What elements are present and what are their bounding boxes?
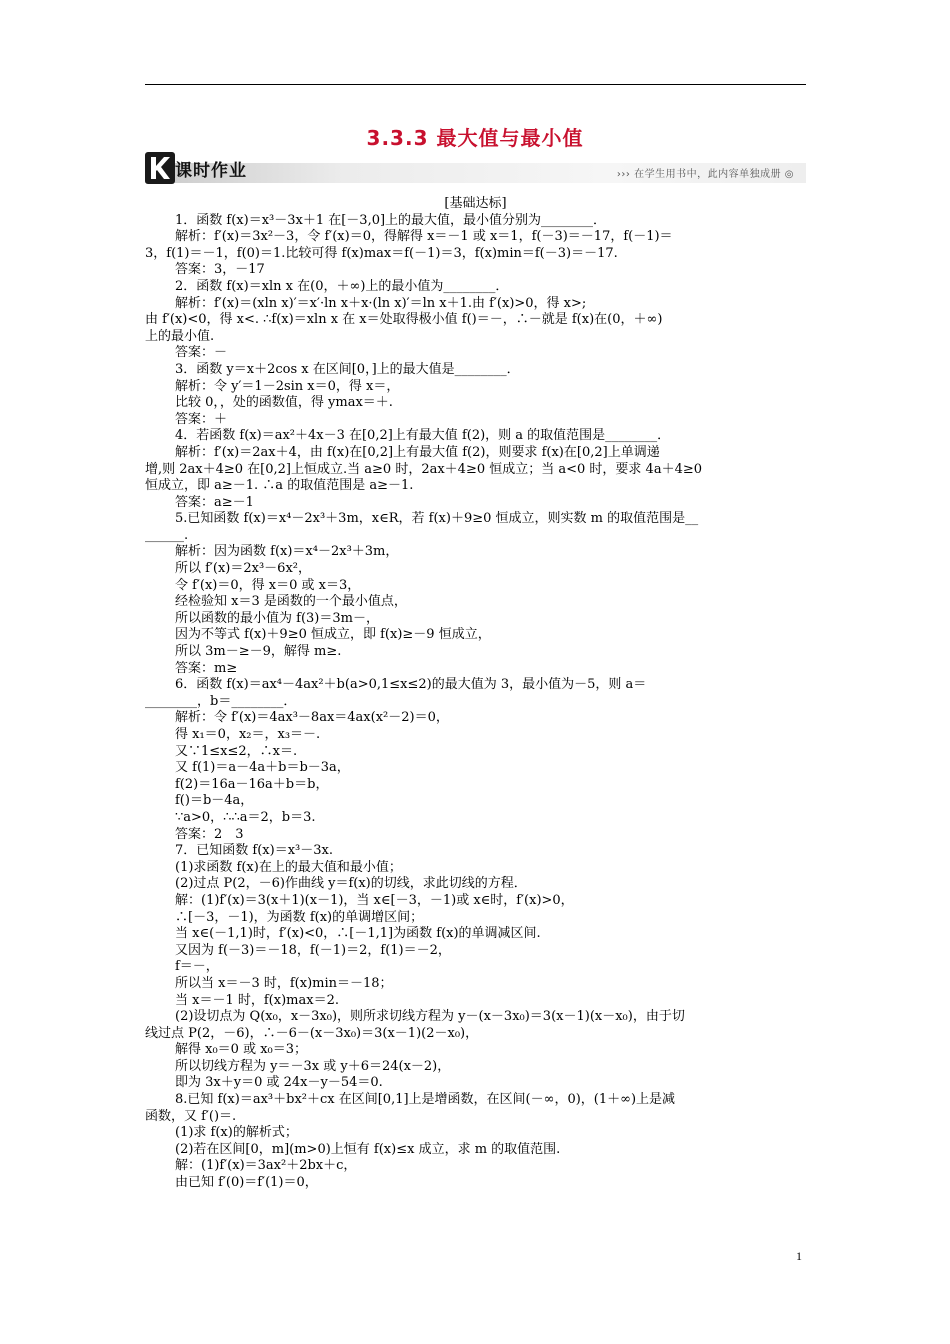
top-rule — [145, 84, 806, 85]
text-line: 因为不等式 f(x)＋9≥0 恒成立，即 f(x)≥－9 恒成立， — [175, 627, 491, 643]
text-line: 4．若函数 f(x)＝ax²＋4x－3 在[0,2]上有最大值 f(2)，则 a 的取值范围是________． — [175, 428, 671, 444]
text-line: 比较 0，，处的函数值，得 ymax＝＋. — [175, 395, 393, 411]
text-line: 解析：因为函数 f(x)＝x⁴－2x³＋3m， — [175, 544, 399, 560]
text-line: 又因为 f(－3)＝－18，f(－1)＝2，f(1)＝－2， — [175, 942, 451, 958]
text-line: 8.已知 f(x)＝ax³＋bx²＋cx 在区间[0,1]上是增函数，在区间(－∞，0)，(1＋∞)上是减 — [175, 1092, 676, 1108]
text-line: 7．已知函数 f(x)＝x³－3x. — [175, 843, 333, 859]
text-line: 解：(1)f′(x)＝3ax²＋2bx＋c， — [175, 1158, 357, 1174]
text-line: 答案：m≥ — [175, 660, 238, 676]
text-line: 答案：3，－17 — [175, 262, 265, 278]
text-line: 由已知 f′(0)＝f′(1)＝0， — [175, 1175, 318, 1191]
text-line: 线过点 P(2，－6)，∴－6－(x－3x₀)＝3(x－1)(2－x₀)， — [145, 1025, 479, 1041]
text-line: (2)若在区间[0，m](m>0)上恒有 f(x)≤x 成立，求 m 的取值范围. — [175, 1141, 561, 1157]
k-logo-icon — [145, 152, 175, 184]
text-line: 3．函数 y＝x＋2cos x 在区间[0，]上的最大值是________． — [175, 361, 520, 377]
text-line: 上的最小值. — [145, 328, 215, 344]
text-line: (1)求函数 f(x)在上的最大值和最小值； — [175, 859, 402, 875]
text-line: ______. — [145, 527, 189, 543]
text-line: 2．函数 f(x)＝xln x 在(0，＋∞)上的最小值为________． — [175, 278, 509, 294]
text-line: ∵a>0，∴∴a＝2，b＝3. — [175, 809, 316, 825]
text-line: (1)求 f(x)的解析式； — [175, 1125, 298, 1141]
text-line: 经检验知 x＝3 是函数的一个最小值点， — [175, 594, 407, 610]
text-line: 当 x＝－1 时，f(x)max＝2. — [175, 992, 339, 1008]
text-line: (2)过点 P(2，－6)作曲线 y＝f(x)的切线，求此切线的方程． — [175, 876, 527, 892]
text-line: ________，b＝________． — [145, 693, 297, 709]
text-line: 函数，又 f′()＝. — [145, 1108, 237, 1124]
text-line: 又∵1≤x≤2，∴x＝. — [175, 743, 298, 759]
text-line: 所以 3m－≥－9，解得 m≥. — [175, 644, 342, 660]
text-line: 得 x₁＝0，x₂＝，x₃＝－. — [175, 727, 321, 742]
text-line: 恒成立，即 a≥－1. ∴a 的取值范围是 a≥－1. — [145, 478, 414, 494]
text-line: 解析：令 f′(x)＝4ax³－8ax＝4ax(x²－2)＝0， — [175, 710, 449, 726]
text-line: 所以 f′(x)＝2x³－6x²， — [175, 561, 311, 577]
section-banner — [145, 152, 806, 188]
text-line: 所以函数的最小值为 f(3)＝3m－， — [175, 610, 379, 626]
text-line: 答案：a≥－1 — [175, 494, 254, 510]
text-line: f＝－， — [175, 959, 219, 975]
text-line: 所以当 x＝－3 时，f(x)min＝－18； — [175, 975, 393, 991]
exercise-content — [145, 196, 806, 1192]
text-line: 解析：f′(x)＝(xln x)′＝x′·ln x＋x·(ln x)′＝ln x＋1.由 f′(x)>0，得 x>; — [175, 295, 587, 311]
text-line: ∴[－3，－1)，为函数 f(x)的单调增区间； — [175, 909, 424, 925]
text-line: 5.已知函数 f(x)＝x⁴－2x³＋3m，x∈R，若 f(x)＋9≥0 恒成立，则实数 m 的取值范围是__ — [175, 511, 699, 527]
banner-note: ››› 在学生用书中，此内容单独成册 ◎ — [616, 169, 794, 180]
text-line: 3，f(1)＝－1，f(0)＝1.比较可得 f(x)max＝f(－1)＝3，f(x)min＝f(－3)＝－17. — [145, 245, 618, 261]
page-number: 1 — [796, 1249, 802, 1263]
text-line: f()＝b－4a， — [175, 793, 254, 809]
text-line: 又 f(1)＝a－4a＋b＝b－3a， — [175, 760, 350, 776]
page-title: 3.3.3 最大值与最小值 — [366, 126, 584, 150]
text-line: f(2)＝16a－16a＋b＝b， — [175, 776, 329, 792]
text-line: 6．函数 f(x)＝ax⁴－4ax²＋b(a>0,1≤x≤2)的最大值为 3，最小值为－5，则 a＝ — [175, 677, 647, 693]
text-line: 解析：f′(x)＝2ax＋4，由 f(x)在[0,2]上有最大值 f(2)，则要求 f(x)在[0,2]上单调递 — [175, 444, 660, 460]
banner-title: 课时作业 — [175, 161, 247, 181]
text-line: 当 x∈(－1,1)时，f′(x)<0，∴[－1,1]为函数 f(x)的单调减区间. — [175, 926, 541, 942]
text-line: 所以切线方程为 y＝－3x 或 y＋6＝24(x－2)， — [175, 1058, 451, 1074]
text-line: 解得 x₀＝0 或 x₀＝3； — [175, 1042, 308, 1058]
text-line: 答案：2 3 — [175, 826, 244, 842]
text-line: 增,则 2ax＋4≥0 在[0,2]上恒成立.当 a≥0 时，2ax＋4≥0 恒成立；当 a<0 时，要求 4a＋4≥0 — [145, 461, 703, 477]
text-line: 由 f′(x)<0，得 x<. ∴f(x)＝xln x 在 x＝处取得极小值 f()＝－，∴－就是 f(x)在(0，＋∞) — [145, 312, 663, 328]
text-line: 答案：－ — [175, 345, 228, 361]
text-line: 令 f′(x)＝0，得 x＝0 或 x＝3， — [175, 577, 361, 593]
text-line: 解：(1)f′(x)＝3(x＋1)(x－1)，当 x∈[－3，－1)或 x∈时，f′(x)>0， — [175, 892, 574, 908]
text-line: 即为 3x＋y＝0 或 24x－y－54＝0. — [175, 1075, 383, 1091]
text-line: 解析：f′(x)＝3x²－3，令 f′(x)＝0，得解得 x＝－1 或 x＝1，f(－3)＝－17，f(－1)＝ — [175, 229, 673, 245]
text-line: 解析：令 y′＝1－2sin x＝0，得 x＝， — [175, 378, 400, 394]
text-line: 1．函数 f(x)＝x³－3x＋1 在[－3,0]上的最大值，最小值分别为________． — [175, 212, 607, 228]
text-line: 答案：＋ — [175, 411, 228, 427]
text-line: [基础达标] — [444, 196, 507, 211]
text-line: (2)设切点为 Q(x₀，x－3x₀)，则所求切线方程为 y－(x－3x₀)＝3(x－1)(x－x₀)，由于切 — [175, 1009, 685, 1025]
